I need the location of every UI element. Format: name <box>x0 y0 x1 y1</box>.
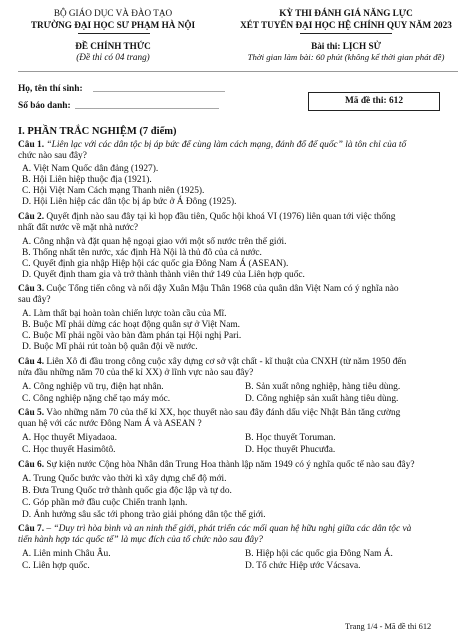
question-7-option-a: A. Liên minh Châu Âu. <box>22 549 111 559</box>
question-1-option-a: A. Việt Nam Quốc dân đảng (1927). <box>22 164 159 174</box>
official-label: ĐỀ CHÍNH THỨC <box>75 41 151 51</box>
question-2-option-b: B. Thống nhất tên nước, xác định Hà Nội là thủ đô của cả nước. <box>22 248 262 258</box>
question-3-number: Câu 3. <box>18 284 45 294</box>
question-5-line-2: quan hệ với các nước Đông Nam Á và ASEAN ? <box>18 419 202 429</box>
question-6 <box>18 460 415 471</box>
question-3 <box>18 284 399 295</box>
question-3-option-a: A. Làm thất bại hoàn toàn chiến lược toàn cầu của Mĩ. <box>22 309 227 319</box>
question-3-option-b: B. Buộc Mĩ phải dừng các hoạt động quân sự ở Việt Nam. <box>22 320 240 330</box>
question-7-option-b: B. Hiệp hội các quốc gia Đông Nam Á. <box>245 549 393 559</box>
header-rule-right <box>300 33 392 34</box>
question-2-line-1: Quyết định nào sau đây tại kì họp đầu tiên, Quốc hội khoá VI (1976) liên quan tới việc thống <box>46 212 396 222</box>
pages-note: (Đề thi có 04 trang) <box>76 52 150 62</box>
question-4-option-c: C. Công nghiệp nặng chế tạo máy móc. <box>22 394 171 404</box>
question-1-option-d: D. Hội Liên hiệp các dân tộc bị áp bức ở Á Đông (1925). <box>22 197 237 207</box>
section-heading: I. PHẦN TRẮC NGHIỆM (7 điểm) <box>18 126 177 137</box>
question-6-line-1: Sự kiện nước Cộng hòa Nhân dân Trung Hoa thành lập năm 1949 có ý nghĩa quốc tế nào sau đây? <box>46 460 415 470</box>
question-3-option-c: C. Buộc Mĩ phải ngồi vào bàn đàm phán tại Hội nghị Pari. <box>22 331 242 341</box>
ministry-name: BỘ GIÁO DỤC VÀ ĐÀO TẠO <box>53 8 173 18</box>
question-7-option-d: D. Tổ chức Hiệp ước Vácsava. <box>245 561 361 571</box>
question-4-option-d: D. Công nghiệp sản xuất hàng tiêu dùng. <box>245 394 399 404</box>
question-6-option-a: A. Trung Quốc bước vào thời kì xây dựng chế độ mới. <box>22 474 227 484</box>
question-7-line-2: tiến hành hợp tác quốc tế” là mục đích của tổ chức nào sau đây? <box>18 535 263 545</box>
subject-label: Bài thi: LỊCH SỬ <box>311 41 381 51</box>
question-2 <box>18 212 395 223</box>
question-7-line-1: – “Duy trì hòa bình và an ninh thế giới, phát triển các mối quan hệ hữu nghị giữa các dân tộc và <box>46 524 412 534</box>
question-2-number: Câu 2. <box>18 212 45 222</box>
question-3-line-2: sau đây? <box>18 295 51 305</box>
question-6-number: Câu 6. <box>18 460 45 470</box>
question-4-option-a: A. Công nghiệp vũ trụ, điện hạt nhân. <box>22 382 164 392</box>
page-footer: Trang 1/4 - Mã đề thi 612 <box>345 622 432 631</box>
question-1-option-c: C. Hội Việt Nam Cách mạng Thanh niên (1925). <box>22 186 205 196</box>
question-4-option-b: B. Sản xuất nông nghiệp, hàng tiêu dùng. <box>245 382 401 392</box>
question-6-option-b: B. Đưa Trung Quốc trở thành quốc gia độc lập và tự do. <box>22 486 232 496</box>
id-label: Số báo danh: <box>18 101 71 111</box>
question-1 <box>18 140 406 151</box>
question-3-line-1: Cuộc Tổng tiến công và nổi dậy Xuân Mậu Thân 1968 của quân dân Việt Nam có ý nghĩa nào <box>46 284 399 294</box>
question-6-option-d: D. Ảnh hưởng sâu sắc tới phong trào giải phóng dân tộc thế giới. <box>22 510 266 520</box>
question-5-option-c: C. Học thuyết Hasimôtô. <box>22 445 116 455</box>
header-divider <box>18 71 458 72</box>
question-2-option-c: C. Quyết định gia nhập Hiệp hội các quốc gia Đông Nam Á (ASEAN). <box>22 259 289 269</box>
exam-purpose: XÉT TUYỂN ĐẠI HỌC HỆ CHÍNH QUY NĂM 2023 <box>240 20 452 30</box>
question-2-option-a: A. Công nhận và đặt quan hệ ngoại giao với một số nước trên thế giới. <box>22 237 287 247</box>
question-5-option-b: B. Học thuyết Toruman. <box>245 433 336 443</box>
question-1-number: Câu 1. <box>18 140 45 150</box>
question-4 <box>18 357 406 368</box>
question-2-option-d: D. Quyết định tham gia và trở thành thành viên thứ 149 của Liên hợp quốc. <box>22 270 305 280</box>
question-4-line-2: nửa đầu những năm 70 của thế kỉ XX) ở lĩnh vực nào sau đây? <box>18 368 254 378</box>
question-3-option-d: D. Buộc Mĩ phải rút toàn bộ quân đội về nước. <box>22 342 198 352</box>
exam-code-box <box>308 92 440 111</box>
question-7-option-c: C. Liên hợp quốc. <box>22 561 90 571</box>
question-1-line-1: “Liên lạc với các dân tộc bị áp bức để cùng làm cách mạng, đánh đổ đế quốc” là tôn chỉ của tổ <box>46 140 407 150</box>
question-7 <box>18 524 411 535</box>
question-5 <box>18 408 400 419</box>
header-rule-left <box>78 33 150 34</box>
question-5-number: Câu 5. <box>18 408 45 418</box>
school-name: TRƯỜNG ĐẠI HỌC SƯ PHẠM HÀ NỘI <box>30 20 196 30</box>
question-1-line-2: chức nào sau đây? <box>18 151 87 161</box>
name-label: Họ, tên thí sinh: <box>18 84 83 94</box>
question-1-option-b: B. Hội Liên hiệp thuộc địa (1921). <box>22 175 152 185</box>
question-7-number: Câu 7. <box>18 524 45 534</box>
question-6-option-c: C. Góp phần mở đầu cuộc Chiến tranh lạnh. <box>22 498 188 508</box>
question-5-option-a: A. Học thuyết Miyadaoa. <box>22 433 118 443</box>
question-2-line-2: nhất đất nước về mặt nhà nước? <box>18 223 139 233</box>
name-field: .................................................................. <box>93 85 225 94</box>
question-5-option-d: D. Học thuyết Phucưđa. <box>245 445 336 455</box>
id-field: ........................................................................ <box>75 102 219 111</box>
question-4-number: Câu 4. <box>18 357 45 367</box>
question-5-line-1: Vào những năm 70 của thế kỉ XX, học thuyết nào sau đây đánh dấu việc Nhật Bản tăng cường <box>46 408 401 418</box>
exam-name: KỲ THI ĐÁNH GIÁ NĂNG LỰC <box>279 8 413 18</box>
question-4-line-1: Liên Xô đi đầu trong công cuộc xây dựng cơ sở vật chất - kĩ thuật của CNXH (từ năm 1950 đến <box>46 357 407 367</box>
time-note: Thời gian làm bài: 60 phút (không kể thời gian phát đề) <box>247 52 445 62</box>
exam-code: Mã đề thi: 612 <box>344 96 404 106</box>
